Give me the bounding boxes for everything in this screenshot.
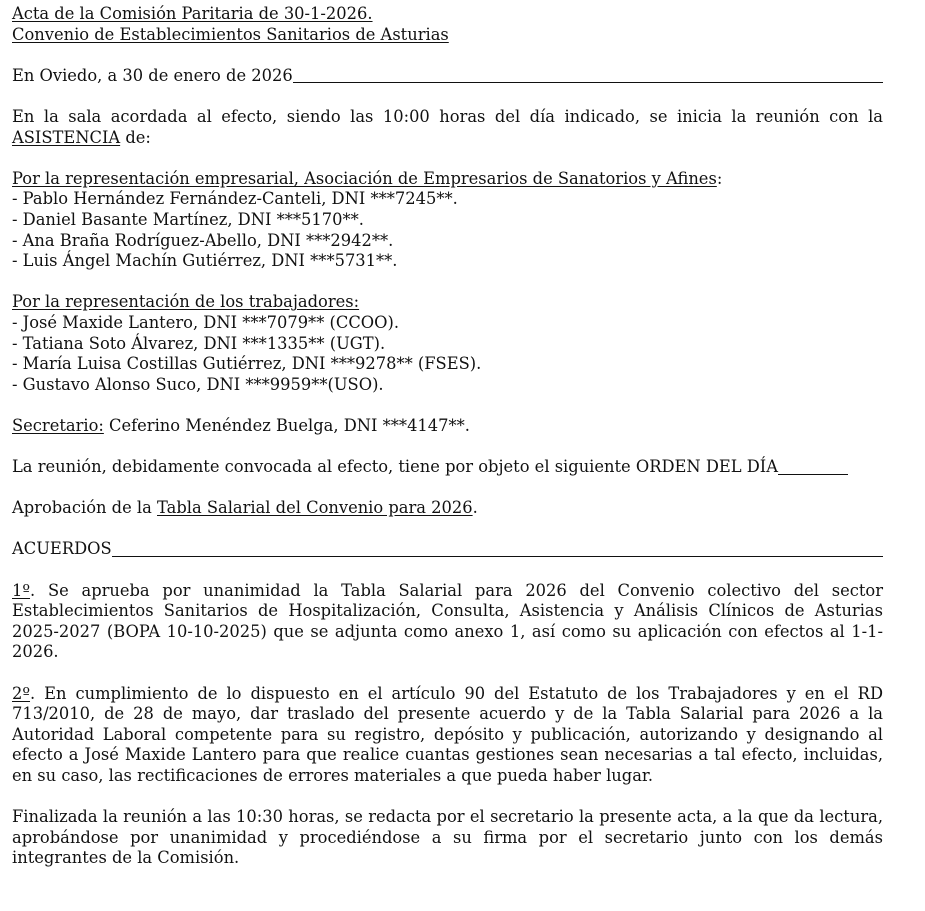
orden-text: La reunión, debidamente convocada al efecto, tiene por objeto el siguiente ORDEN DEL DÍA — [12, 457, 778, 477]
aprobacion-prefix: Aprobación de la — [12, 498, 158, 518]
acuerdo-text: . Se aprueba por unanimidad la Tabla Salarial para 2026 del Convenio colectivo del sector Establecimientos Sanitarios de Hospitalización, Consulta, Asistencia y Análisis Clínicos de Asturias 2025-2027 (BOPA 10-10-2025) que se adjunta como anexo 1, así como su aplicación con efectos al 1-1-2026. — [12, 580, 883, 662]
closing-paragraph: Finalizada la reunión a las 10:30 horas, se redacta por el secretario la presente acta, a la que da lectura, aprobándose por unanimidad y procediéndose a su firma por el secretario junto con los demás integrantes de la Comisión. — [12, 807, 883, 868]
acuerdos-heading: ACUERDOS — [12, 539, 112, 559]
intro-text: En la sala acordada al efecto, siendo las 10:00 horas del día indicado, se inicia la reunión con la — [12, 106, 883, 126]
acuerdos-line — [12, 539, 883, 560]
acuerdo-text: . En cumplimiento de lo dispuesto en el artículo 90 del Estatuto de los Trabajadores y en el RD 713/2010, de 28 de mayo, dar traslado del presente acuerdo y de la Tabla Salarial para 2026 a la Autoridad Laboral competente para su registro, depósito y publicación, autorizando y designando al efecto a José Maxide Lantero para que realice cuantas gestiones sean necesarias a tal efecto, incluidas, en su caso, las rectificaciones de errores materiales a que pueda haber lugar. — [12, 683, 883, 785]
trabajadores-heading: Por la representación de los trabajadores: — [12, 292, 360, 312]
list-item: - Pablo Hernández Fernández-Canteli, DNI ***7245**. — [12, 189, 458, 209]
secretario-line — [12, 416, 883, 437]
empresarial-heading: Por la representación empresarial, Asociación de Empresarios de Sanatorios y Afines — [12, 168, 717, 188]
list-item: - Tatiana Soto Álvarez, DNI ***1335** (UGT). — [12, 333, 386, 353]
asistencia-label: ASISTENCIA — [12, 127, 121, 147]
aprobacion-line — [12, 498, 883, 519]
list-item: - María Luisa Costillas Gutiérrez, DNI ***9278** (FSES). — [12, 354, 482, 374]
fill-line — [112, 556, 883, 557]
fill-line — [293, 82, 883, 83]
acuerdo-number: 1º — [12, 580, 31, 600]
place-date-line — [12, 66, 883, 87]
secretario-label: Secretario: — [12, 415, 104, 435]
list-item: - Ana Braña Rodríguez-Abello, DNI ***2942**. — [12, 230, 394, 250]
document-title: Acta de la Comisión Paritaria de 30-1-2026. — [12, 4, 373, 23]
list-item: - Gustavo Alonso Suco, DNI ***9959**(USO). — [12, 374, 384, 394]
empresarial-colon: : — [716, 168, 723, 188]
acuerdo-2 — [12, 684, 883, 787]
secretario-name: Ceferino Menéndez Buelga, DNI ***4147**. — [103, 415, 470, 435]
list-item: - Luis Ángel Machín Gutiérrez, DNI ***5731**. — [12, 251, 398, 271]
tabla-salarial-link: Tabla Salarial del Convenio para 2026 — [157, 498, 473, 518]
acuerdo-1 — [12, 581, 883, 663]
intro-suffix: de: — [120, 127, 151, 147]
list-item: - José Maxide Lantero, DNI ***7079** (CCOO). — [12, 312, 399, 332]
orden-line — [12, 457, 883, 478]
empresarial-heading-line — [12, 169, 883, 190]
aprobacion-suffix: . — [472, 498, 478, 518]
intro-paragraph — [12, 107, 883, 148]
fill-line — [778, 474, 848, 475]
document-subtitle: Convenio de Establecimientos Sanitarios de Asturias — [12, 24, 449, 44]
place-date: En Oviedo, a 30 de enero de 2026 — [12, 65, 293, 85]
document-body — [12, 4, 883, 869]
acuerdo-number: 2º — [12, 683, 31, 703]
list-item: - Daniel Basante Martínez, DNI ***5170**. — [12, 209, 364, 229]
